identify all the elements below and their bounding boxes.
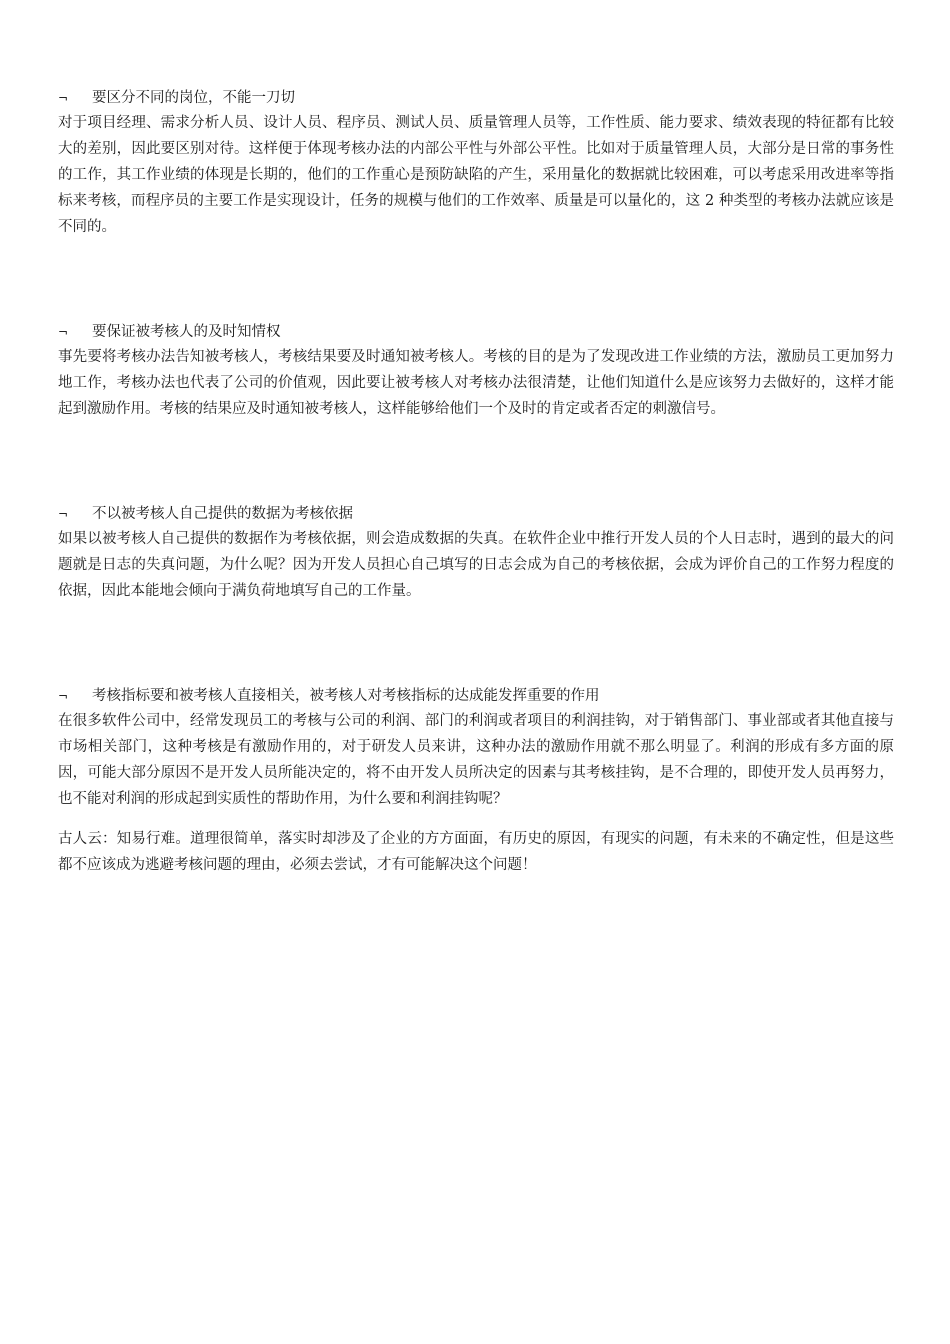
bullet-marker: ¬ xyxy=(58,91,69,105)
section-body: 事先要将考核办法告知被考核人，考核结果要及时通知被考核人。考核的目的是为了发现改进工作业绩的方法，激励员工更加努力地工作，考核办法也代表了公司的价值观，因此要让被考核人对考核办法很清楚，让他们知道什么是应该努力去做好的，这样才能起到激励作用。考核的结果应及时通知被考核人，这样能够给他们一个及时的肯定或者否定的刺激信号。 xyxy=(58,349,894,417)
section-body: 对于项目经理、需求分析人员、设计人员、程序员、测试人员、质量管理人员等，工作性质、能力要求、绩效表现的特征都有比较大的差别，因此要区别对待。这样便于体现考核办法的内部公平性与外部公平性。比如对于质量管理人员，大部分是日常的事务性的工作，其工作业绩的体现是长期的，他们的工作重心是预防缺陷的产生，采用量化的数据就比较困难，可以考虑采用改进率等指标来考核，而程序员的主要工作是实现设计，任务的规模与他们的工作效率、质量是可以量化的，这 2 种类型的考核办法就应该是不同的。 xyxy=(58,115,894,235)
section-heading xyxy=(58,320,894,344)
section-body: 如果以被考核人自己提供的数据作为考核依据，则会造成数据的失真。在软件企业中推行开发人员的个人日志时，遇到的最大的问题就是日志的失真问题，为什么呢？因为开发人员担心自己填写的日志会成为自己的考核依据，会成为评价自己的工作努力程度的依据，因此本能地会倾向于满负荷地填写自己的工作量。 xyxy=(58,531,894,599)
spacer xyxy=(58,604,894,684)
section-heading xyxy=(58,502,894,526)
document-page xyxy=(58,86,894,878)
conclusion-paragraph: 古人云：知易行难。道理很简单，落实时却涉及了企业的方方面面，有历史的原因，有现实的问题，有未来的不确定性，但是这些都不应该成为逃避考核问题的理由，必须去尝试，才有可能解决这个问题！ xyxy=(58,831,894,873)
section-direct-relevance xyxy=(58,684,894,812)
section-heading xyxy=(58,684,894,708)
bullet-marker: ¬ xyxy=(58,325,69,339)
bullet-marker: ¬ xyxy=(58,507,69,521)
section-right-to-know xyxy=(58,320,894,422)
section-heading-text: 要保证被考核人的及时知情权 xyxy=(92,324,281,340)
bullet-marker: ¬ xyxy=(58,689,69,703)
section-heading-text: 要区分不同的岗位，不能一刀切 xyxy=(92,90,295,106)
spacer xyxy=(58,422,894,502)
spacer xyxy=(58,812,894,826)
spacer xyxy=(58,240,894,320)
section-heading-text: 考核指标要和被考核人直接相关，被考核人对考核指标的达成能发挥重要的作用 xyxy=(92,688,600,704)
section-self-reported-data xyxy=(58,502,894,604)
section-heading-text: 不以被考核人自己提供的数据为考核依据 xyxy=(92,506,353,522)
section-body: 在很多软件公司中，经常发现员工的考核与公司的利润、部门的利润或者项目的利润挂钩，对于销售部门、事业部或者其他直接与市场相关部门，这种考核是有激励作用的，对于研发人员来讲，这种办法的激励作用就不那么明显了。利润的形成有多方面的原因，可能大部分原因不是开发人员所能决定的，将不由开发人员所决定的因素与其考核挂钩，是不合理的，即使开发人员再努力，也不能对利润的形成起到实质性的帮助作用，为什么要和利润挂钩呢？ xyxy=(58,713,894,807)
section-job-differentiation xyxy=(58,86,894,240)
section-heading xyxy=(58,86,894,110)
